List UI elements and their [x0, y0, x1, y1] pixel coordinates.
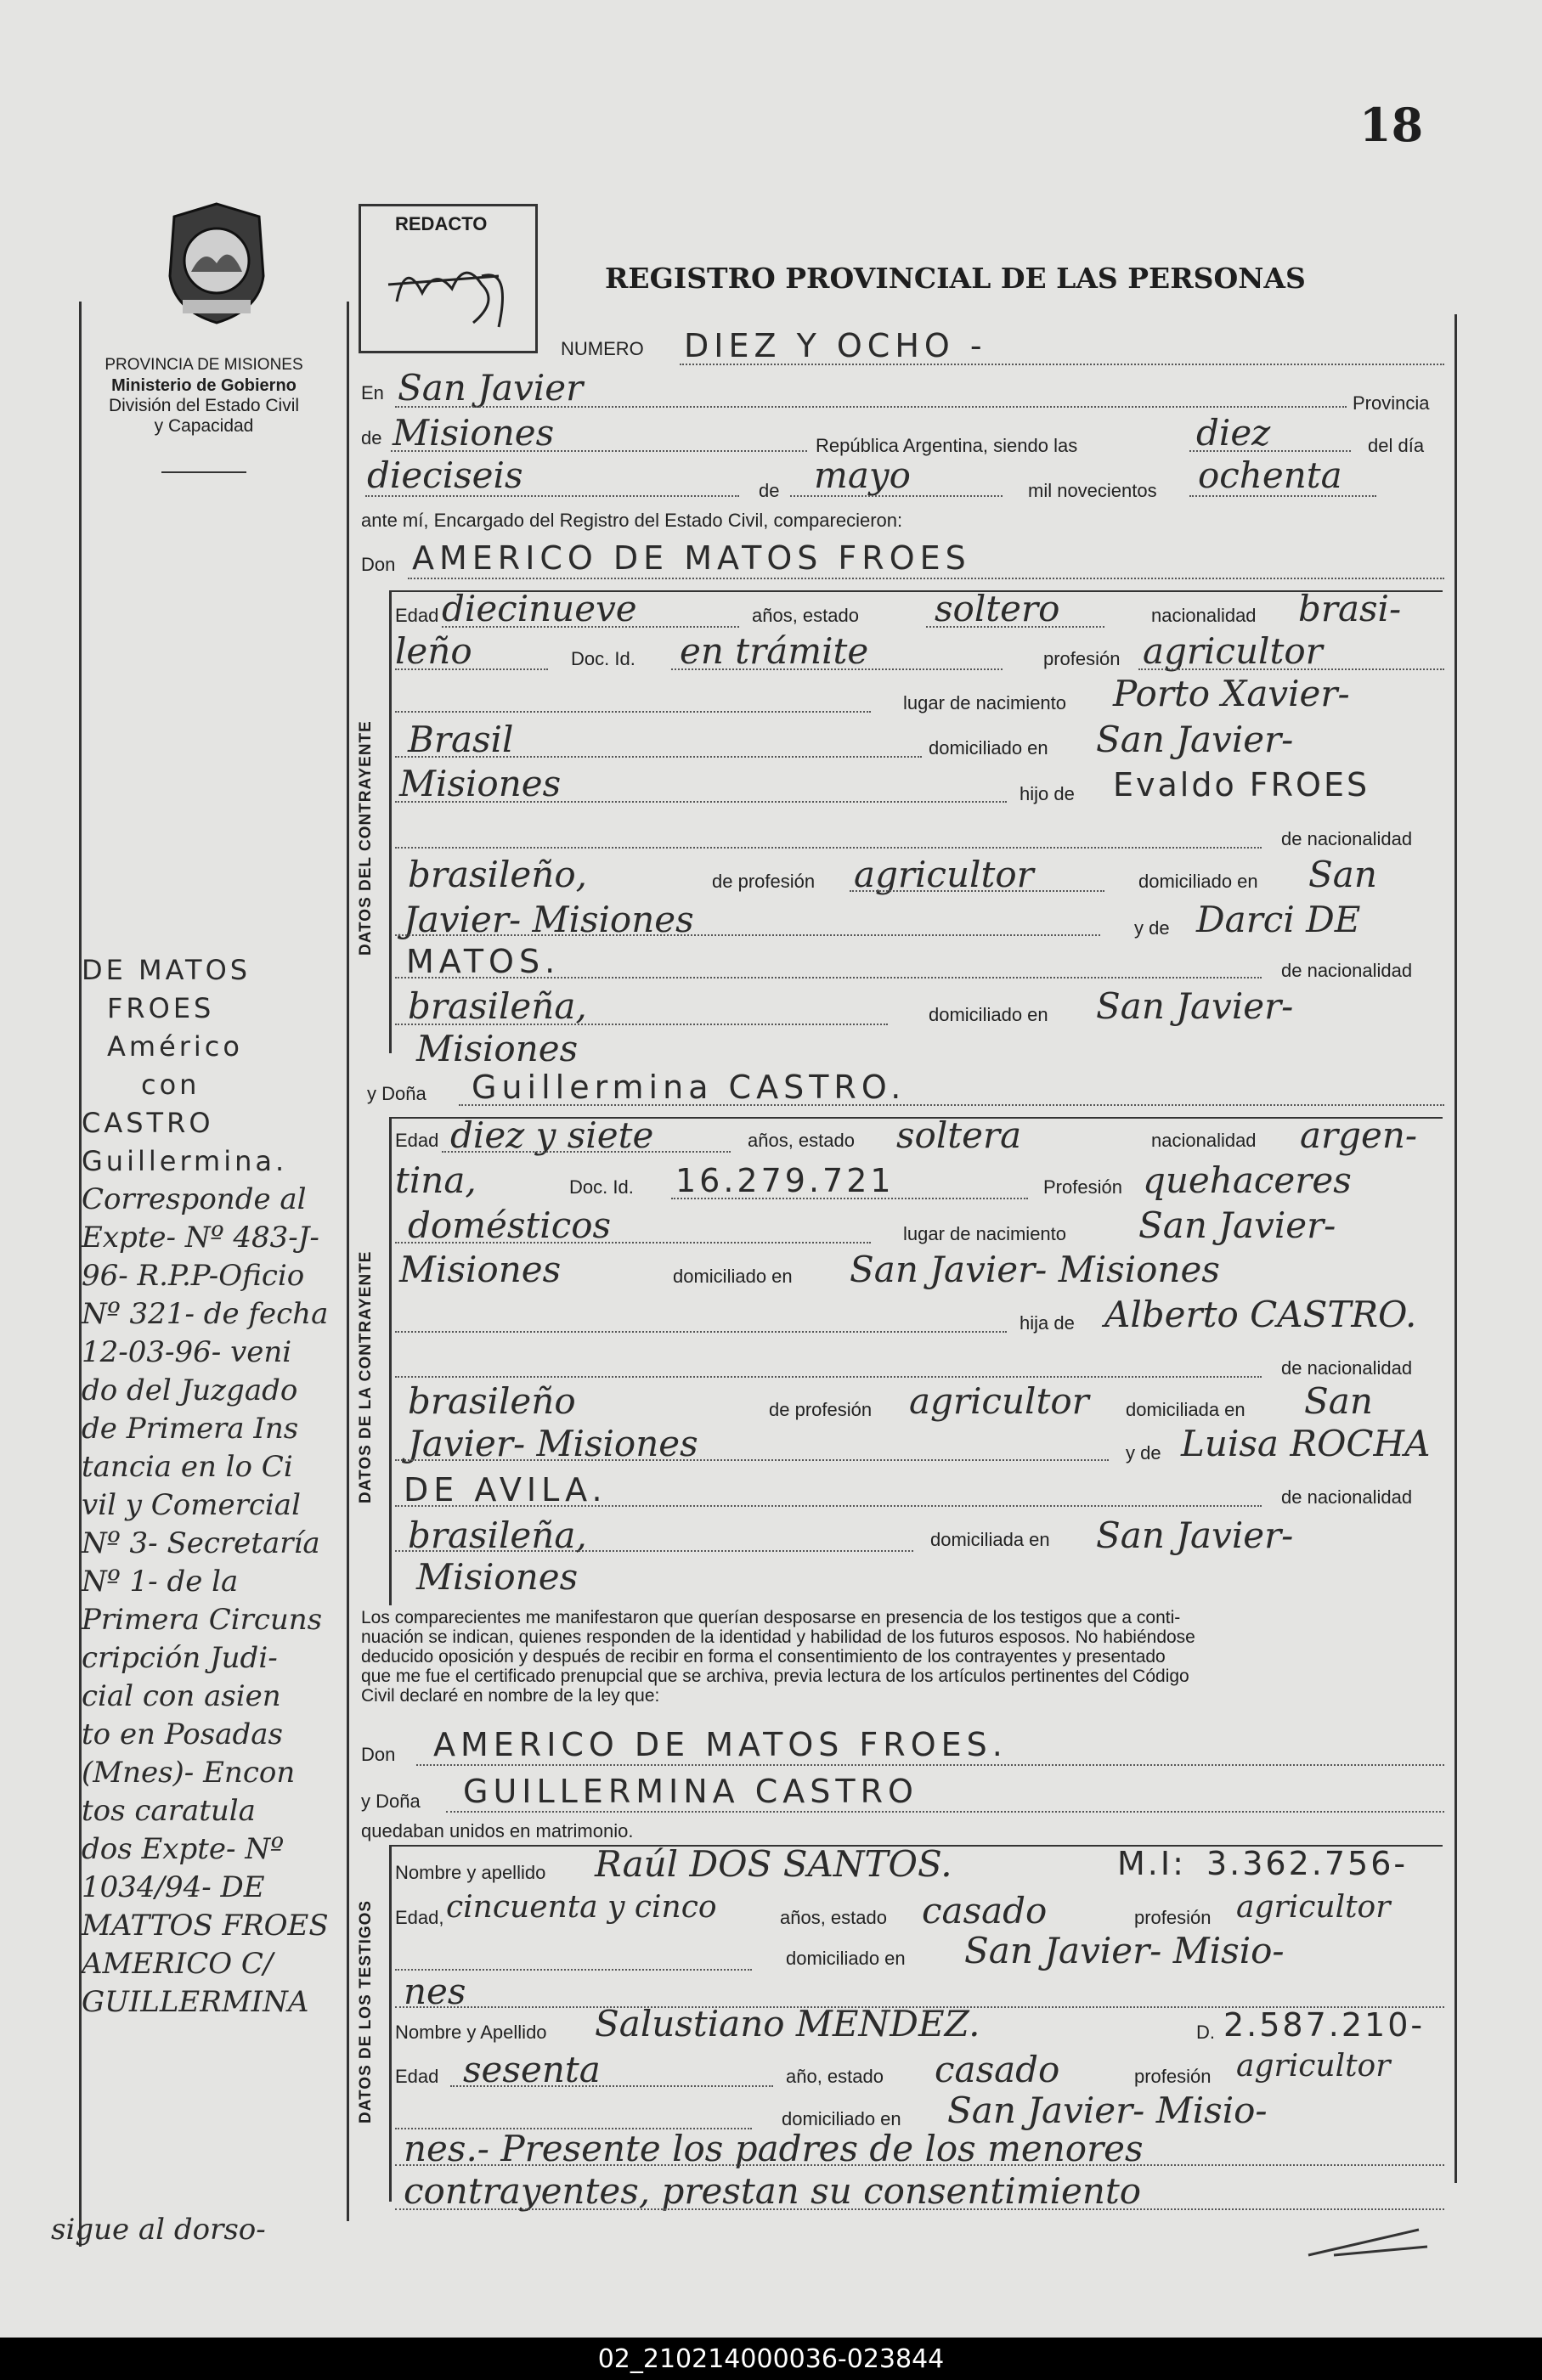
numero-value: DIEZ Y OCHO -: [684, 327, 987, 364]
contrayente-left-rule: [389, 590, 392, 1053]
c-row3-dots: [395, 711, 871, 713]
a-madre-nac-label: de nacionalidad: [1281, 1486, 1413, 1508]
anio-value: ochenta: [1198, 454, 1342, 496]
t1-profesion-label: profesión: [1134, 1907, 1212, 1928]
anio-dots: [1189, 495, 1376, 497]
a-lugar-label: lugar de nacimiento: [903, 1223, 1067, 1244]
margin-note-line: con: [141, 1069, 201, 1101]
margin-right-rule: [347, 302, 349, 2221]
a-prof-value-1: quehaceres: [1143, 1159, 1352, 1201]
footer-id: 02_210214000036-023844: [597, 2344, 945, 2374]
mes-value: mayo: [814, 454, 911, 496]
a-madre-value-2: DE AVILA.: [404, 1471, 607, 1509]
registry-title: REGISTRO PROVINCIAL DE LAS PERSONAS: [605, 262, 1306, 295]
c-madre-value-1: Darci DE: [1196, 899, 1361, 940]
c-padre-value: Evaldo FROES: [1113, 766, 1370, 804]
dia-value: dieciseis: [367, 454, 523, 496]
margin-note-line: Américo: [107, 1030, 243, 1063]
decl-dona-dots: [446, 1811, 1444, 1813]
a-padre-dom-dots: [395, 1459, 1109, 1461]
mes-de-label: de: [759, 480, 780, 501]
decl-dona-value: GUILLERMINA CASTRO: [463, 1773, 918, 1810]
datos-testigos-label: DATOS DE LOS TESTIGOS: [357, 1899, 375, 2123]
margin-note-line: 1034/94- DE: [82, 1870, 265, 1904]
redacto-signature-icon: [371, 242, 524, 344]
c-padre-prof-dots: [850, 890, 1104, 892]
t1-estado-value: casado: [922, 1890, 1048, 1932]
a-prof-value-2: domésticos: [408, 1204, 612, 1246]
t1-dom-value-2: nes: [404, 1971, 466, 2012]
c-nac-dots: [395, 668, 548, 670]
t2-d-value: 2.587.210-: [1223, 2006, 1426, 2044]
t2-domiciliado-label: domiciliado en: [782, 2108, 901, 2129]
a-madre-nac-dots: [395, 1550, 913, 1552]
a-edad-label: Edad: [395, 1130, 439, 1151]
c-madre-dom-value-1: San Javier-: [1096, 985, 1294, 1027]
t1-ano-estado-label: años, estado: [780, 1907, 887, 1928]
a-edad-dots: [442, 1151, 731, 1153]
t1-prof-value: agricultor: [1236, 1890, 1391, 1925]
margin-note-line: Nº 1- de la: [82, 1565, 239, 1599]
c-hijo-label: hijo de: [1020, 783, 1075, 804]
en-label: En: [361, 382, 384, 403]
declaration-line-5: Civil declaré en nombre de la ley que:: [361, 1686, 660, 1706]
margin-note-line: 12-03-96- veni: [82, 1335, 292, 1369]
declaration-line-4: que me fue el certificado prenupcial que se archiva, previa lectura de los artículos pertinentes del Código: [361, 1667, 1189, 1686]
margin-note-line: Corresponde al: [82, 1182, 307, 1216]
t2-dom-value-3: contrayentes, prestan su consentimiento: [404, 2170, 1142, 2212]
quedaban-label: quedaban unidos en matrimonio.: [361, 1820, 634, 1841]
a-doc-value: 16.279.721: [675, 1162, 895, 1199]
y-dona-label: y Doña: [367, 1083, 426, 1104]
datos-contrayente-label: DATOS DEL CONTRAYENTE: [357, 720, 375, 956]
datos-contrayenta-label: DATOS DE LA CONTRAYENTE: [357, 1250, 375, 1503]
c-madre-value-2: MATOS.: [406, 943, 561, 980]
c-padre-dom-value-1: San: [1308, 854, 1377, 895]
c-de-profesion-label: de profesión: [712, 871, 816, 892]
closing-stroke-icon: [1300, 2217, 1436, 2268]
c-doc-dots: [671, 668, 1003, 670]
hora-value: diez: [1196, 412, 1271, 454]
en-dots: [395, 406, 1347, 408]
t2-ano-estado-label: año, estado: [786, 2066, 884, 2087]
t2-dom-value-1: San Javier- Misio-: [947, 2090, 1268, 2131]
c-estado-value: soltero: [935, 588, 1060, 629]
t1-nombre-value: Raúl DOS SANTOS.: [595, 1843, 952, 1885]
a-lugar-value-2: Misiones: [399, 1249, 562, 1290]
t1-mi-value: 3.362.756-: [1206, 1845, 1409, 1882]
margin-note-line: 96- R.P.P-Oficio: [82, 1259, 305, 1293]
division-name: División del Estado Civil: [108, 396, 300, 415]
margin-note-line: AMERICO C/: [82, 1947, 274, 1981]
c-lugar-dots: [395, 756, 922, 758]
a-lugar-value: San Javier-: [1138, 1204, 1336, 1246]
c-padre-nac-value: brasileño,: [408, 854, 587, 895]
c-padre-dom-value-2: Javier- Misiones: [404, 899, 694, 940]
de-label: de: [361, 427, 382, 448]
a-padre-dom-label: domiciliada en: [1126, 1399, 1245, 1420]
c-madre-dom-value-2: Misiones: [416, 1028, 579, 1069]
division-name-2: y Capacidad: [154, 416, 254, 436]
c-doc-value: en trámite: [680, 630, 869, 672]
page-number: 18: [1359, 98, 1424, 152]
don-label: Don: [361, 554, 396, 575]
margin-note-line: Nº 321- de fecha: [82, 1297, 329, 1331]
t2-edad-dots: [450, 2085, 773, 2087]
c-prof-dots: [1138, 668, 1444, 670]
c-lugar-value-2: Brasil: [408, 719, 514, 760]
a-madre-dom-label: domiciliada en: [930, 1529, 1050, 1550]
a-row5-dots: [395, 1331, 1007, 1333]
mes-dots: [790, 495, 1003, 497]
a-prof-dots: [395, 1242, 871, 1244]
a-padre-nac-value: brasileño: [408, 1380, 576, 1422]
don-dots: [408, 578, 1444, 579]
c-madre-dots: [395, 977, 1262, 979]
margin-note-line: dos Expte- Nº: [82, 1832, 285, 1866]
c-domiciliado-label: domiciliado en: [929, 737, 1048, 759]
t2-nombre-value: Salustiano MENDEZ.: [595, 2003, 980, 2044]
t2-profesion-label: profesión: [1134, 2066, 1212, 2087]
a-nac-value-2: tina,: [395, 1159, 477, 1201]
c-padre-nac-label: de nacionalidad: [1281, 828, 1413, 849]
margin-note-line: tancia en lo Ci: [82, 1450, 293, 1484]
a-padre-value: Alberto CASTRO.: [1104, 1294, 1417, 1335]
hora-dots: [1189, 450, 1351, 452]
numero-label: NUMERO: [561, 338, 644, 359]
a-edad-value: diez y siete: [450, 1114, 654, 1156]
margin-note-line: de Primera Ins: [82, 1412, 299, 1446]
a-madre-dots: [395, 1505, 1262, 1507]
c-padre-dom-dots: [395, 934, 1100, 936]
sigue-al-dorso: sigue al dorso-: [51, 2213, 266, 2247]
t2-estado-value: casado: [935, 2049, 1060, 2090]
a-anos-estado-label: años, estado: [748, 1130, 855, 1151]
t1-nombre-label: Nombre y apellido: [395, 1862, 546, 1883]
c-madre-nac-label: de nacionalidad: [1281, 960, 1413, 981]
del-dia-label: del día: [1368, 435, 1425, 456]
margin-note-line: Guillermina.: [82, 1145, 288, 1177]
t2-prof-value: agricultor: [1236, 2049, 1391, 2084]
a-profesion-label: Profesión: [1043, 1176, 1122, 1198]
margin-note: [82, 951, 347, 2022]
margin-note-line: cripción Judi-: [82, 1641, 278, 1675]
a-dom-value: San Javier- Misiones: [850, 1249, 1220, 1290]
decl-don-label: Don: [361, 1744, 396, 1765]
decl-don-value: AMERICO DE MATOS FROES.: [433, 1726, 1008, 1763]
c-nac-value-1: brasi-: [1298, 588, 1402, 629]
a-hija-label: hija de: [1020, 1312, 1075, 1334]
a-estado-value: soltera: [896, 1114, 1022, 1156]
c-doc-label: Doc. Id.: [571, 648, 635, 669]
a-row6-dots: [395, 1376, 1262, 1378]
c-row6-dots: [395, 847, 1262, 849]
dia-dots: [365, 495, 739, 497]
margin-note-line: to en Posadas: [82, 1717, 283, 1751]
declaration-line-2: nuación se indican, quienes responden de la identidad y habilidad de los futuros esposos. No habiéndose: [361, 1627, 1195, 1647]
a-doc-label: Doc. Id.: [569, 1176, 634, 1198]
c-y-de-label: y de: [1134, 917, 1170, 939]
a-madre-dom-value-1: San Javier-: [1096, 1514, 1294, 1556]
a-madre-value-1: Luisa ROCHA: [1181, 1423, 1431, 1464]
a-de-profesion-label: de profesión: [769, 1399, 873, 1420]
a-domiciliado-label: domiciliado en: [673, 1266, 793, 1287]
margin-note-line: cial con asien: [82, 1679, 281, 1713]
c-nac-value-2: leño: [395, 630, 472, 672]
c-madre-dom-label: domiciliado en: [929, 1004, 1048, 1025]
margin-note-line: MATTOS FROES: [82, 1909, 329, 1943]
c-madre-nac-dots: [395, 1024, 888, 1025]
c-lugar-label: lugar de nacimiento: [903, 692, 1067, 713]
numero-dots: [680, 364, 1444, 365]
provincia-label: Provincia: [1353, 392, 1430, 414]
footer-bar: [0, 2338, 1542, 2380]
testigos-left-rule: [389, 1845, 392, 2202]
margin-note-line: tos caratula: [82, 1794, 256, 1828]
mil-novecientos-label: mil novecientos: [1028, 480, 1157, 501]
a-madre-nac-value: brasileña,: [408, 1514, 587, 1556]
a-nac-value-1: argen-: [1300, 1114, 1418, 1156]
c-edad-label: Edad: [395, 605, 439, 626]
margin-note-line: (Mnes)- Encon: [82, 1756, 296, 1790]
c-padre-prof-value: agricultor: [854, 854, 1034, 895]
margin-note-line: Nº 3- Secretaría: [82, 1526, 320, 1560]
margin-note-line: GUILLERMINA: [82, 1985, 309, 2019]
t2-edad-value: sesenta: [463, 2049, 601, 2090]
a-nacionalidad-label: nacionalidad: [1151, 1130, 1257, 1151]
a-padre-dom-value-1: San: [1304, 1380, 1373, 1422]
contrayenta-name: Guillermina CASTRO.: [472, 1069, 907, 1106]
a-y-de-label: y de: [1126, 1442, 1161, 1464]
t1-edad-label: Edad,: [395, 1907, 444, 1928]
form-right-rule: [1454, 314, 1457, 2183]
decl-dona-label: y Doña: [361, 1791, 421, 1812]
margin-note-line: FROES: [107, 992, 215, 1024]
a-padre-dom-value-2: Javier- Misiones: [408, 1423, 698, 1464]
t1-dom-value-1: San Javier- Misio-: [964, 1930, 1285, 1971]
a-padre-nac-label: de nacionalidad: [1281, 1357, 1413, 1379]
redacto-label: REDACTO: [395, 213, 488, 234]
t1-edad-value: cincuenta y cinco: [446, 1890, 717, 1925]
t2-d-label: D.: [1196, 2022, 1215, 2043]
declaration-line-3: deducido oposición y después de recibir en forma el consentimiento de los contrayentes y presentado: [361, 1647, 1166, 1667]
provincia-dots: [391, 450, 807, 452]
t1-domiciliado-label: domiciliado en: [786, 1948, 906, 1969]
province-name: PROVINCIA DE MISIONES: [104, 356, 303, 374]
lugar-value: San Javier: [398, 367, 584, 409]
c-padre-dom-label: domiciliado en: [1138, 871, 1258, 892]
a-doc-dots: [671, 1198, 1028, 1199]
margin-note-line: CASTRO: [82, 1107, 214, 1139]
a-madre-dom-value-2: Misiones: [416, 1556, 579, 1598]
declaration-line-1: Los comparecientes me manifestaron que querían desposarse en presencia de los testigos que a conti-: [361, 1608, 1181, 1627]
ministry-block: [81, 355, 327, 437]
c-prof-value: agricultor: [1143, 630, 1323, 672]
margin-note-line: do del Juzgado: [82, 1373, 298, 1407]
ministry-divider: [161, 471, 246, 473]
margin-note-line: DE MATOS: [82, 954, 251, 986]
contrayente-name: AMERICO DE MATOS FROES: [412, 539, 971, 577]
decl-don-dots: [416, 1764, 1444, 1766]
c-anos-estado-label: años, estado: [752, 605, 859, 626]
dona-dots: [459, 1104, 1444, 1106]
t2-edad-label: Edad: [395, 2066, 439, 2087]
contrayenta-left-rule: [389, 1117, 392, 1605]
t2-row3-dots: [395, 2164, 1444, 2166]
provincia-value: Misiones: [393, 412, 555, 454]
republica-label: República Argentina, siendo las: [816, 435, 1078, 456]
redacto-box: [359, 204, 538, 353]
provincial-seal-icon: [157, 200, 276, 327]
c-profesion-label: profesión: [1043, 648, 1121, 669]
t1-mi-label: M.I:: [1117, 1845, 1186, 1882]
a-padre-prof-value: agricultor: [909, 1380, 1089, 1422]
c-lugar-value-1: Porto Xavier-: [1113, 673, 1350, 714]
c-nacionalidad-label: nacionalidad: [1151, 605, 1257, 626]
t2-row4-dots: [395, 2208, 1444, 2210]
c-estado-dots: [926, 626, 1104, 628]
ministry-name: Ministerio de Gobierno: [111, 376, 297, 395]
ante-mi-label: ante mí, Encargado del Registro del Estado Civil, comparecieron:: [361, 510, 903, 531]
margin-note-line: Primera Circuns: [82, 1603, 323, 1637]
t2-nombre-label: Nombre y Apellido: [395, 2022, 547, 2043]
c-edad-value: diecinueve: [442, 588, 637, 629]
c-edad-dots: [442, 626, 739, 628]
c-madre-nac-value: brasileña,: [408, 985, 587, 1027]
c-dom-value-2: Misiones: [399, 763, 562, 804]
c-dom-value-1: San Javier-: [1096, 719, 1294, 760]
declaration-paragraph: [361, 1608, 1457, 1706]
margin-note-line: vil y Comercial: [82, 1488, 301, 1522]
margin-note-line: Expte- Nº 483-J-: [82, 1221, 319, 1255]
c-dom-dots: [395, 801, 1007, 803]
t2-dom-value-2: nes.- Presente los padres de los menores: [404, 2128, 1144, 2169]
